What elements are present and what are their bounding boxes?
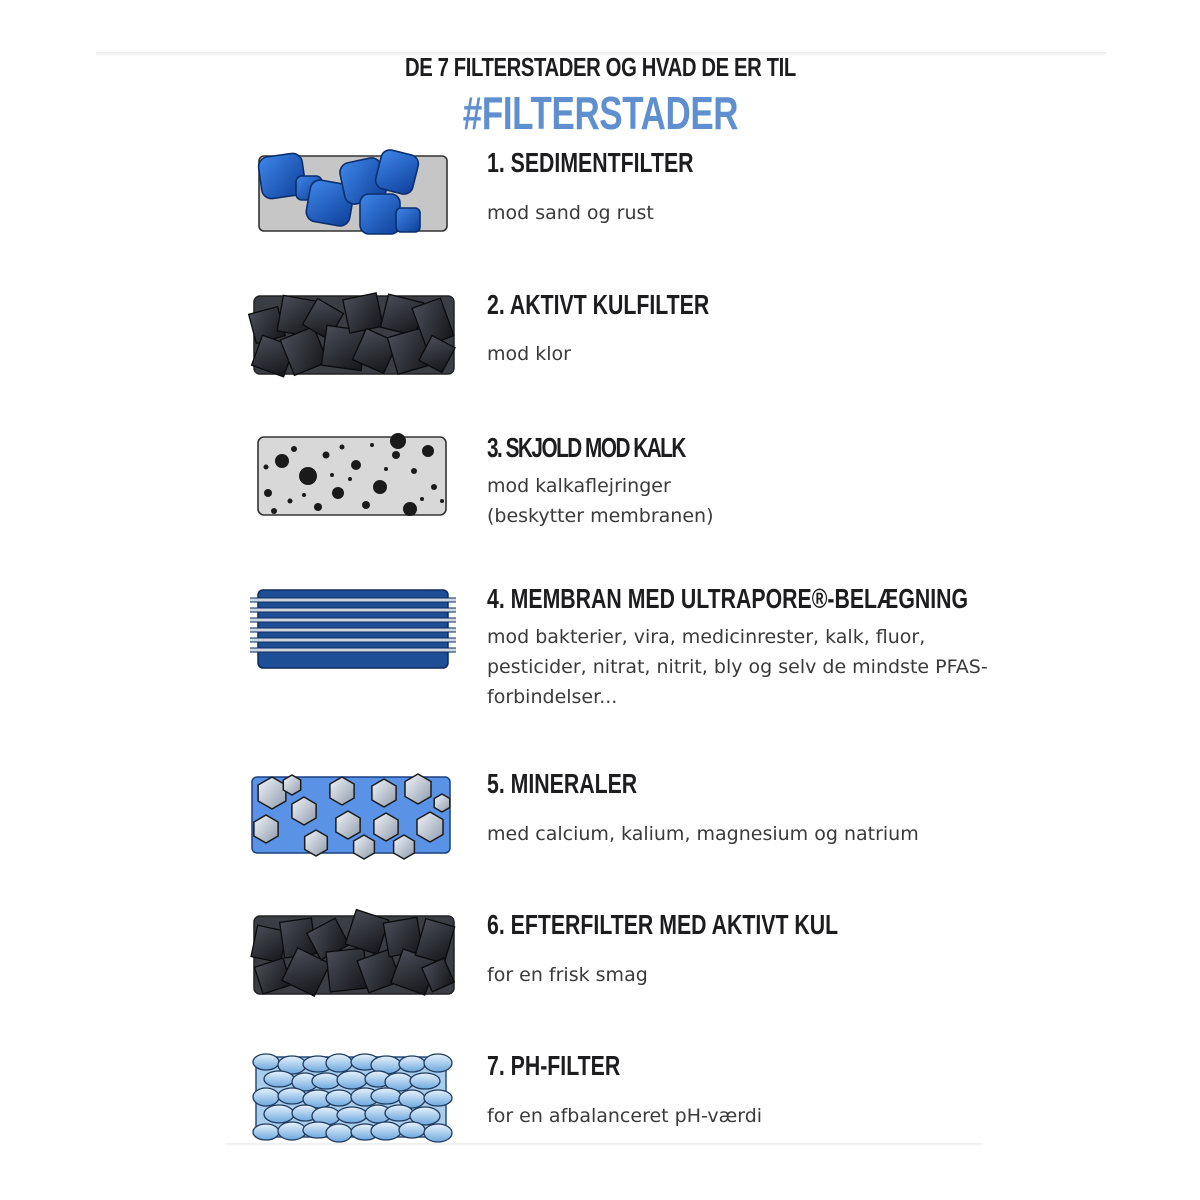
page-kicker: DE 7 FILTERSTADER OG HVAD DE ER TIL (405, 52, 796, 82)
bottom-divider (225, 1143, 983, 1146)
stage-desc-line: mod sand og rust (487, 202, 654, 224)
stage-desc-line: mod bakterier, vira, medicinrester, kalk, fluor, (487, 626, 926, 648)
stage-title: 3. SKJOLD MOD KALK (487, 432, 685, 463)
ph-filter-icon (246, 1049, 456, 1145)
stage-title: 4. MEMBRAN MED ULTRAPORE®-BELÆGNING (487, 583, 969, 614)
stage-desc-line: mod kalkaflejringer (487, 475, 671, 497)
stage-desc-line: med calcium, kalium, magnesium og natrium (487, 823, 919, 845)
stage-desc-line: for en afbalanceret pH-værdi (487, 1105, 763, 1127)
stage-title: 7. PH-FILTER (487, 1050, 621, 1081)
stage-description (487, 471, 1007, 531)
limescale-shield-icon (246, 431, 456, 527)
stage-title: 5. MINERALER (487, 768, 638, 799)
stage-desc-line: for en frisk smag (487, 964, 648, 986)
sediment-filter-icon (246, 146, 456, 242)
stage-desc-line: forbindelser... (487, 686, 618, 708)
membrane-icon (246, 582, 460, 678)
stage-title: 1. SEDIMENTFILTER (487, 147, 694, 178)
activated-carbon-icon (246, 288, 460, 384)
stage-description (487, 198, 1007, 228)
stage-description (487, 819, 1007, 849)
stage-description (487, 1101, 1007, 1131)
stage-description (487, 960, 1007, 990)
page-title-hashtag: #FILTERSTADER (462, 87, 739, 139)
stage-desc-line: (beskytter membranen) (487, 505, 714, 527)
stage-description (487, 339, 1007, 369)
stage-title: 2. AKTIVT KULFILTER (487, 289, 710, 320)
stage-desc-line: mod klor (487, 343, 571, 365)
stage-desc-line: pesticider, nitrat, nitrit, bly og selv de mindste PFAS- (487, 656, 988, 678)
post-carbon-filter-icon (246, 908, 460, 1004)
minerals-icon (246, 767, 456, 863)
stage-description (487, 622, 1007, 712)
stage-title: 6. EFTERFILTER MED AKTIVT KUL (487, 909, 839, 940)
